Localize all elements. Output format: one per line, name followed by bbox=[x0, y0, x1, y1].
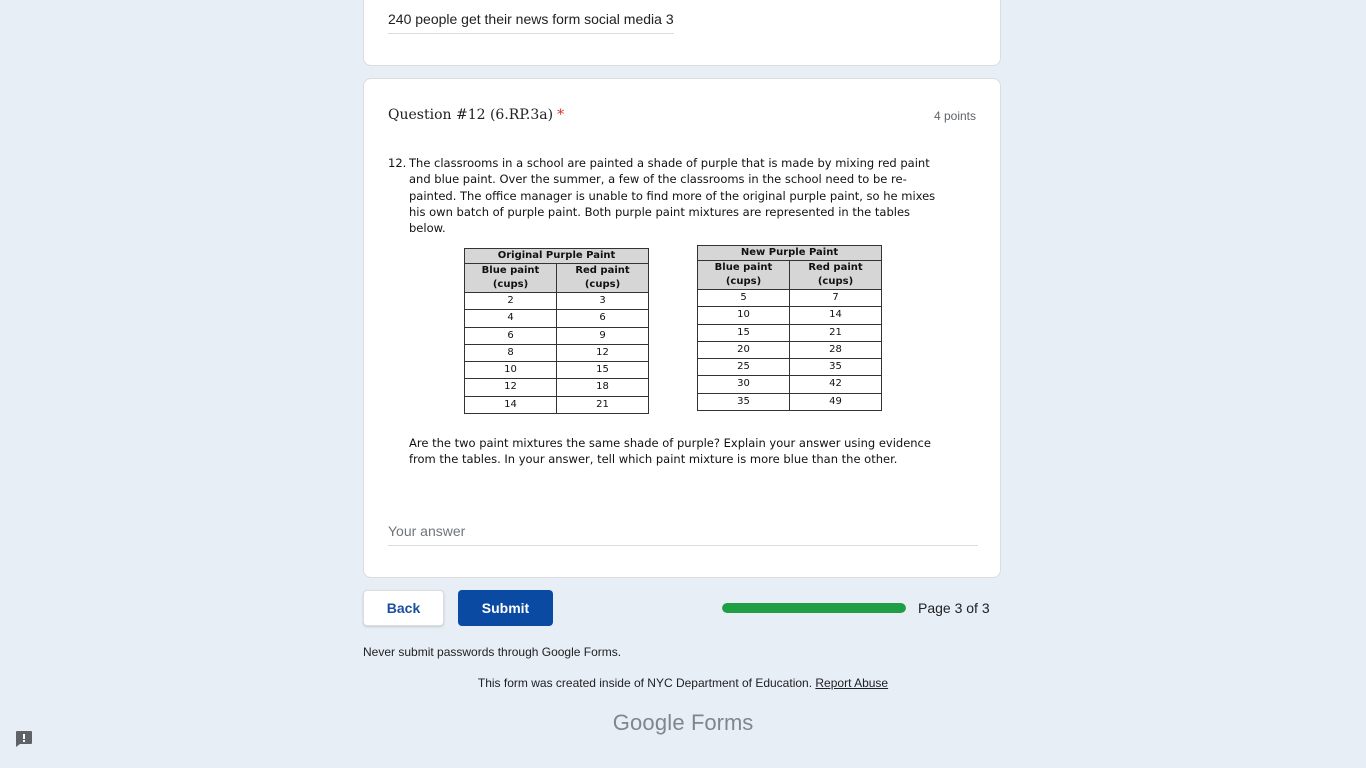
table-row bbox=[698, 376, 882, 393]
table-cell: 12 bbox=[557, 344, 649, 361]
report-problem-icon[interactable] bbox=[13, 729, 35, 749]
table-row bbox=[698, 290, 882, 307]
question-followup: Are the two paint mixtures the same shade of purple? Explain your answer using evidence from the tables. In your answer, tell which paint mixture is more blue than the other. bbox=[409, 436, 931, 467]
table-cell: 9 bbox=[557, 327, 649, 344]
table-row bbox=[698, 307, 882, 324]
table-cell: 5 bbox=[698, 290, 790, 307]
column-header: Blue paint (cups) bbox=[465, 264, 557, 293]
table-cell: 6 bbox=[465, 327, 557, 344]
table-row bbox=[465, 344, 649, 361]
table-cell: 4 bbox=[465, 310, 557, 327]
table-row bbox=[698, 341, 882, 358]
table-cell: 7 bbox=[790, 290, 882, 307]
table-cell: 21 bbox=[557, 396, 649, 413]
table-row bbox=[465, 310, 649, 327]
question-number: 12. bbox=[388, 156, 407, 170]
table-cell: 42 bbox=[790, 376, 882, 393]
table-cell: 20 bbox=[698, 341, 790, 358]
table-caption: New Purple Paint bbox=[698, 246, 882, 261]
table-cell: 12 bbox=[465, 379, 557, 396]
question-points: 4 points bbox=[933, 109, 976, 123]
table-cell: 15 bbox=[698, 324, 790, 341]
password-warning: Never submit passwords through Google Forms. bbox=[363, 645, 622, 659]
table-cell: 35 bbox=[698, 393, 790, 410]
table-row bbox=[465, 327, 649, 344]
new-paint-table bbox=[697, 245, 882, 411]
previous-question-card bbox=[363, 0, 1001, 66]
table-row bbox=[698, 359, 882, 376]
required-asterisk: * bbox=[557, 107, 565, 123]
table-row bbox=[465, 293, 649, 310]
table-cell: 10 bbox=[465, 362, 557, 379]
report-abuse-link[interactable]: Report Abuse bbox=[815, 676, 889, 690]
answer-input[interactable]: Your answer bbox=[388, 523, 978, 546]
created-notice bbox=[0, 676, 1366, 690]
table-row bbox=[465, 396, 649, 413]
column-header: Red paint (cups) bbox=[790, 261, 882, 290]
page-indicator: Page 3 of 3 bbox=[918, 600, 990, 616]
table-cell: 8 bbox=[465, 344, 557, 361]
table-cell: 14 bbox=[465, 396, 557, 413]
table-cell: 3 bbox=[557, 293, 649, 310]
submit-button[interactable]: Submit bbox=[458, 590, 553, 626]
table-cell: 25 bbox=[698, 359, 790, 376]
table-cell: 6 bbox=[557, 310, 649, 327]
original-paint-table bbox=[464, 248, 649, 414]
question-card bbox=[363, 78, 1001, 578]
back-button[interactable]: Back bbox=[363, 590, 444, 626]
progress-fill bbox=[722, 603, 906, 613]
brand-forms: Forms bbox=[690, 710, 754, 735]
column-header: Blue paint (cups) bbox=[698, 261, 790, 290]
table-cell: 21 bbox=[790, 324, 882, 341]
table-cell: 15 bbox=[557, 362, 649, 379]
question-title bbox=[388, 107, 564, 123]
table-cell: 28 bbox=[790, 341, 882, 358]
table-cell: 30 bbox=[698, 376, 790, 393]
table-row bbox=[465, 379, 649, 396]
created-text: This form was created inside of NYC Department of Education. bbox=[477, 676, 813, 690]
table-cell: 10 bbox=[698, 307, 790, 324]
column-header: Red paint (cups) bbox=[557, 264, 649, 293]
brand-google: Google bbox=[612, 710, 685, 735]
table-cell: 49 bbox=[790, 393, 882, 410]
table-cell: 18 bbox=[557, 379, 649, 396]
table-cell: 2 bbox=[465, 293, 557, 310]
progress-bar bbox=[722, 603, 906, 613]
table-row bbox=[698, 324, 882, 341]
question-text: The classrooms in a school are painted a shade of purple that is made by mixing red paint and blue paint. Over the summer, a few of the classrooms in the school need to be re-painted. The office manager is unable to find more of the original purple paint, so he mixes his own batch of purple paint. Both purple paint mixtures are represented in the tables below. bbox=[409, 156, 936, 236]
previous-answer-text[interactable]: 240 people get their news form social media 3 bbox=[388, 11, 674, 34]
table-row bbox=[465, 362, 649, 379]
table-row bbox=[698, 393, 882, 410]
table-caption: Original Purple Paint bbox=[465, 249, 649, 264]
table-cell: 35 bbox=[790, 359, 882, 376]
table-cell: 14 bbox=[790, 307, 882, 324]
question-title-text: Question #12 (6.RP.3a) bbox=[388, 107, 554, 123]
google-forms-logo[interactable] bbox=[0, 710, 1366, 736]
